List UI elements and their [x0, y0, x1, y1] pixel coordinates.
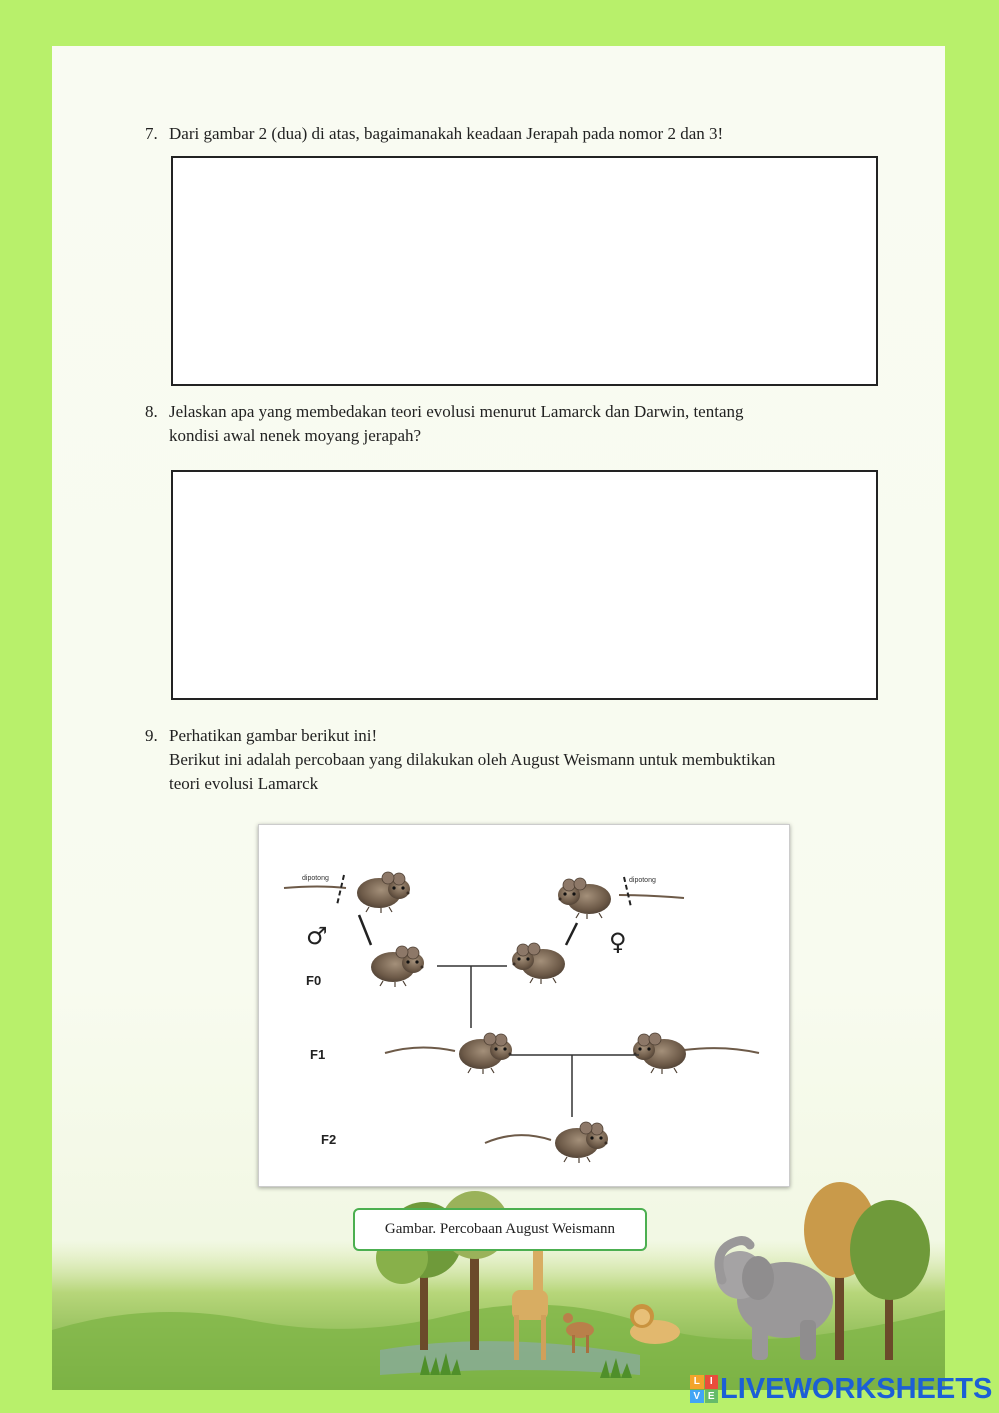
question-text-line-2: Berikut ini adalah percobaan yang dilakukan oleh August Weismann untuk membuktikan — [169, 750, 776, 769]
question-number: 8. — [145, 402, 158, 421]
weismann-experiment-figure — [258, 824, 790, 1187]
generation-label-f2: F2 — [321, 1132, 337, 1147]
liveworksheets-icon — [690, 1375, 718, 1403]
question-text-line-2: kondisi awal nenek moyang jerapah? — [169, 426, 422, 445]
generation-label-f0: F0 — [306, 973, 322, 988]
logo-letter: V — [690, 1390, 704, 1404]
generation-label-f1: F1 — [310, 1047, 326, 1062]
question-number: 7. — [145, 124, 158, 143]
mouse-f1-left — [385, 1033, 512, 1074]
question-text-line-1: Perhatikan gambar berikut ini! — [169, 726, 378, 745]
mouse-f0-male — [371, 946, 424, 987]
answer-box-8[interactable] — [171, 470, 878, 700]
male-symbol: ♂ — [306, 922, 328, 950]
question-text: Dari gambar 2 (dua) di atas, bagaimanakah keadaan Jerapah pada nomor 2 dan 3! — [169, 124, 724, 143]
female-symbol: ♀ — [609, 928, 627, 956]
figure-drawing — [259, 825, 789, 1186]
logo-letter: L — [690, 1375, 704, 1389]
arrow-line-right — [566, 923, 577, 945]
logo-letter: I — [705, 1375, 719, 1389]
arrow-line-left — [359, 915, 371, 945]
mouse-f2 — [485, 1122, 608, 1163]
mouse-female-parent — [558, 877, 684, 919]
logo-letter: E — [705, 1390, 719, 1404]
answer-box-7[interactable] — [171, 156, 878, 386]
mouse-f1-right — [633, 1033, 759, 1074]
cut-label-left: dipotong — [302, 875, 329, 882]
figure-caption: Gambar. Percobaan August Weismann — [353, 1208, 647, 1251]
question-text-line-1: Jelaskan apa yang membedakan teori evolusi menurut Lamarck dan Darwin, tentang — [169, 402, 744, 421]
mouse-f0-female — [512, 943, 565, 984]
cut-label-right: dipotong — [629, 877, 656, 884]
liveworksheets-logo — [690, 1372, 992, 1406]
brand-name: LIVEWORKSHEETS — [720, 1372, 993, 1405]
question-number: 9. — [145, 726, 158, 745]
question-text-line-3: teori evolusi Lamarck — [169, 774, 319, 793]
